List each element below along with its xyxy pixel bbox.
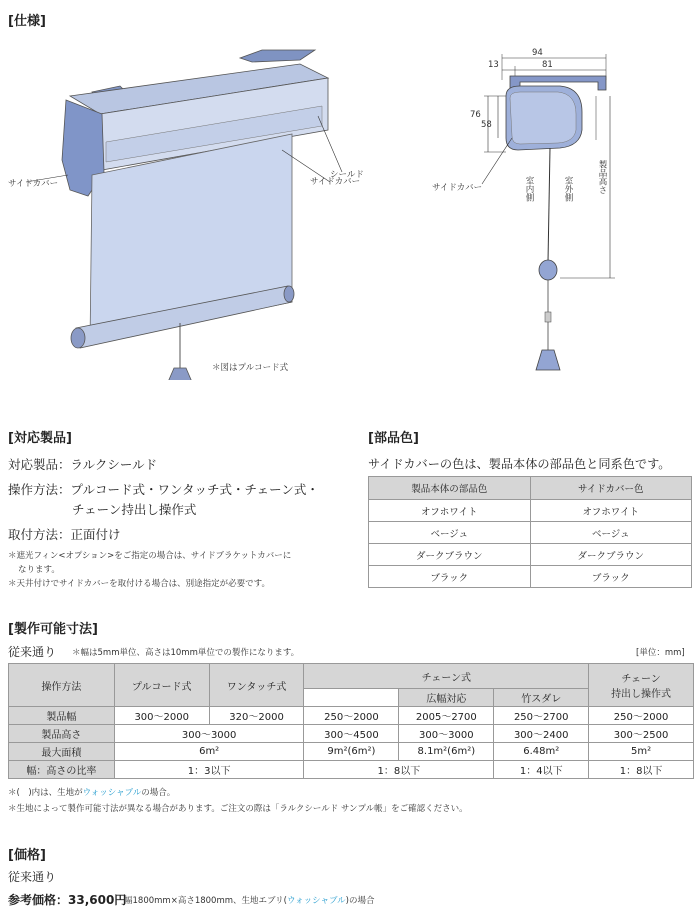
- price-cond-pre: 幅1800mm×高さ1800mm、生地エブリ(: [124, 896, 287, 906]
- indoor-label: 室内側: [524, 176, 534, 202]
- dims-title: [製作可能寸法]: [8, 622, 98, 637]
- price-condition: [124, 894, 374, 906]
- compat-mounting: 取付方法：正面付け: [8, 527, 121, 542]
- cell-area-bamboo: 6.48m²: [494, 743, 589, 761]
- spec-title: [仕様]: [8, 14, 46, 29]
- dims-subtitle: 従来通り: [8, 645, 57, 659]
- side-cover-right-label: サイドカバー: [310, 177, 361, 187]
- cell-height-bamboo: 300～2400: [494, 725, 589, 743]
- parts-cell: ベージュ: [369, 522, 531, 544]
- dim-81: 81: [542, 60, 553, 70]
- parts-title: [部品色]: [368, 431, 419, 446]
- header-chain-blank: [304, 689, 399, 707]
- header-pull: プルコード式: [114, 664, 209, 707]
- dimension-table: [8, 663, 694, 779]
- dims-unit: [単位：mm]: [636, 648, 685, 658]
- table-row: [9, 743, 694, 761]
- parts-cell: ブラック: [369, 566, 531, 588]
- dim-58: 58: [481, 120, 492, 130]
- price-title: [価格]: [8, 848, 46, 863]
- header-chain-out-2: 持出し操作式: [611, 689, 672, 700]
- cell-width-onetouch: 320～2000: [209, 707, 304, 725]
- parts-desc: サイドカバーの色は、製品本体の部品色と同系色です。: [368, 457, 671, 471]
- header-operation: 操作方法: [9, 664, 115, 707]
- parts-cell: オフホワイト: [530, 500, 692, 522]
- cell-width-wide: 2005～2700: [399, 707, 494, 725]
- price-cond-post: )の場合: [345, 896, 375, 906]
- table-row: [369, 566, 692, 588]
- illustration-caption: ＊図はプルコード式: [212, 363, 289, 373]
- parts-color-table: [368, 476, 692, 588]
- compat-note-1b: なります。: [18, 565, 60, 575]
- cell-area-pullone: 6m²: [114, 743, 304, 761]
- parts-cell: ダークブラウン: [530, 544, 692, 566]
- header-chain-out: [589, 664, 694, 707]
- side-cover-section-label: サイドカバー: [432, 183, 483, 193]
- cell-ratio-chain: 1：8以下: [304, 761, 494, 779]
- compat-product: 対応製品：ラルクシールド: [8, 457, 158, 472]
- row-header-area: 最大面積: [9, 743, 115, 761]
- header-onetouch: ワンタッチ式: [209, 664, 304, 707]
- dim-94: 94: [532, 48, 543, 58]
- header-bamboo: 竹スダレ: [494, 689, 589, 707]
- table-row: [9, 761, 694, 779]
- compat-note-1: ＊遮光フィン<オプション>をご指定の場合は、サイドブラケットカバーに: [8, 551, 292, 561]
- dim-13: 13: [488, 60, 499, 70]
- table-row: [9, 725, 694, 743]
- compat-title: [対応製品]: [8, 431, 72, 446]
- cell-ratio-out: 1：8以下: [589, 761, 694, 779]
- cross-section-drawing: [410, 30, 690, 390]
- product-height-label: 製品高さ: [597, 160, 607, 194]
- cell-height-chain: 300～4500: [304, 725, 399, 743]
- side-cover-left-label: サイドカバー: [8, 179, 59, 189]
- roll-screen-illustration: [0, 30, 360, 380]
- cell-width-out: 250～2000: [589, 707, 694, 725]
- dims-note-a: [8, 786, 175, 798]
- cell-area-chain: 9m²(6m²): [304, 743, 399, 761]
- outdoor-label: 室外側: [563, 176, 573, 202]
- row-header-height: 製品高さ: [9, 725, 115, 743]
- header-chain: チェーン式: [304, 664, 589, 689]
- cell-height-wide: 300～3000: [399, 725, 494, 743]
- compat-operation-2: チェーン持出し操作式: [72, 502, 197, 517]
- cell-area-out: 5m²: [589, 743, 694, 761]
- dims-note-a-pre: ＊( )内は、生地が: [8, 788, 83, 798]
- header-chain-out-1: チェーン: [621, 674, 661, 685]
- parts-cell: ダークブラウン: [369, 544, 531, 566]
- cell-height-out: 300～2500: [589, 725, 694, 743]
- compat-note-2: ＊天井付けでサイドカバーを取付ける場合は、別途指定が必要です。: [8, 579, 270, 589]
- parts-header-body: 製品本体の部品色: [369, 477, 531, 500]
- table-row: [369, 544, 692, 566]
- price-label: 参考価格：33,600円: [8, 893, 127, 907]
- cell-ratio-bamboo: 1：4以下: [494, 761, 589, 779]
- dims-note-a-washable: ウォッシャブル: [82, 788, 142, 798]
- price-subtitle: 従来通り: [8, 870, 57, 884]
- header-wide: 広幅対応: [399, 689, 494, 707]
- shield-label: シールド: [330, 170, 364, 180]
- table-row: [369, 522, 692, 544]
- cell-width-bamboo: 250～2700: [494, 707, 589, 725]
- parts-cell: ブラック: [530, 566, 692, 588]
- price-cond-washable: ウォッシャブル: [286, 896, 346, 906]
- dim-76: 76: [470, 110, 481, 120]
- cell-area-wide: 8.1m²(6m²): [399, 743, 494, 761]
- table-row: [9, 707, 694, 725]
- parts-cell: オフホワイト: [369, 500, 531, 522]
- dims-subnote: ＊幅は5mm単位、高さは10mm単位での製作になります。: [72, 648, 300, 658]
- row-header-ratio: 幅：高さの比率: [9, 761, 115, 779]
- row-header-width: 製品幅: [9, 707, 115, 725]
- cell-height-pullone: 300～3000: [114, 725, 304, 743]
- dims-note-b: ＊生地によって製作可能寸法が異なる場合があります。ご注文の際は「ラルクシールド サンプル帳」をご確認ください。: [8, 804, 468, 814]
- table-row: [369, 500, 692, 522]
- parts-cell: ベージュ: [530, 522, 692, 544]
- compat-operation-1: 操作方法：プルコード式・ワンタッチ式・チェーン式・: [8, 482, 319, 497]
- cell-width-chain: 250～2000: [304, 707, 399, 725]
- parts-header-cover: サイドカバー色: [530, 477, 692, 500]
- cell-ratio-pullone: 1：3以下: [114, 761, 304, 779]
- dims-note-a-post: の場合。: [141, 788, 176, 798]
- cell-width-pull: 300～2000: [114, 707, 209, 725]
